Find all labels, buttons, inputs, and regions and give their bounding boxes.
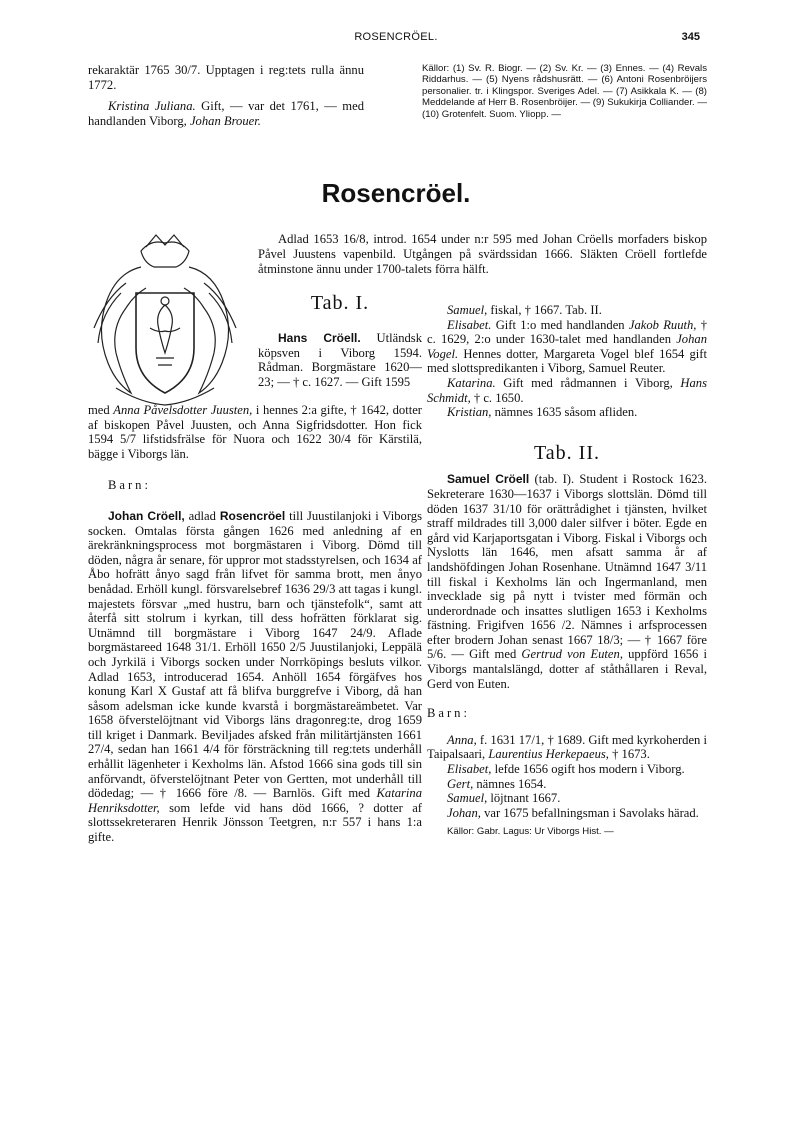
gert-entry <box>427 777 707 792</box>
anna-text-d: † 1673. <box>608 747 650 762</box>
page-header <box>0 31 792 47</box>
samuel2-name: Samuel, <box>447 791 488 806</box>
samuel-name: Samuel, <box>447 303 488 317</box>
hans-text-b: med <box>88 403 114 417</box>
previous-sources: Källor: (1) Sv. R. Biogr. — (2) Sv. Kr. — (3) Ennes. — (4) Revals Riddarhus. — (5) Nyens rådshusrätt. — (6) Antoni Rosenbröijers personalier. tr. i Klingspor. Sveriges Adel. — (7) Asikkala K. — (8) Meddelande af Herr B. Rosenbröijer. — (9) Sukukirja Colliander. — (10) Grotenfelt. Suom. Yliopp. — <box>422 63 707 120</box>
anna-entry <box>427 733 707 762</box>
anna-name: Anna, <box>447 732 477 747</box>
gert-name: Gert, <box>447 776 474 791</box>
hans-entry-top <box>258 331 422 389</box>
elisabet-text-b: Gift 1:o med handlanden <box>491 317 629 332</box>
tab2-heading: Tab. II. <box>533 441 601 464</box>
johan-wife: Katarina Henriksdotter, <box>88 786 422 815</box>
johan2-entry <box>427 806 707 821</box>
elisabet2-name: Elisabet, <box>447 762 492 777</box>
samuel-croell-name: Samuel Cröell <box>447 472 530 487</box>
hans-text-c: i hennes 2:a gifte, † 1642, dotter af biskopen Påvel Juusten, och Anna Sigfridsdotter. Hon fick 1594 5/7 lifstidsfrälse för Nuora och 1622 30/4 för Kärstilä, bägge i Viborgs län. <box>88 403 422 461</box>
johan-entry <box>88 509 422 845</box>
anna-text-b: f. 1631 17/1, † 1689. Gift med kyrkoherden i Taipalsaari, <box>427 732 707 762</box>
family-intro <box>258 232 707 277</box>
gert-text: nämnes 1654. <box>473 776 547 791</box>
johan-text-c: till Juustilanjoki i Viborgs socken. Omtalas första gången 1626 med anledning af en ärekränkningsprocess mot borgmästaren i Viborg. Dömd till döden, några år senare, för uppror mot stadsstyrelsen, och 1634 af Åbo hofrätt ånyo sagd från lifvet för samma brott, men ånyo benådad. Erhöll kungl. försvarelsebref 1636 29/3 att tagas i kungl. majestets försvar „med hustru, barn och tjänstefolk“, samt att återfå sitt stolrum i kyrkan, till dess hofrätten förklarat sig. Utnämnd till borgmästare i Viborg 1647 24/9. Aflade borgmästareed 1648 31/1. Erhöll 1650 2/5 Juustilanjoki, Leppälä och Jyrkilä i Viborgs socken under Norrköpings besluts vilkor. Adlad 1653, introducerad 1654. Anhöll 1654 förgäfves hos konung Karl X Gustaf att få blifva burggrefve i Viborg, då han såsom adelsman icke kunde kvarstå i borgmästareämbetet. Var 1658 öfverstelöjtnant vid Viborgs läns dragonreg:te, drog 1659 till kriget i Danmark. Beviljades afsked från militärtjänsten 1661 27/4, sedan han 1661 4/4 för försträckning till reg:tets underhåll erhållit lägenheter i Kexholms län. Afstod 1666 sina gods till sin anförvandt, öfverstelöjtnant Peter von Gertten, mot underhåll till dödedag; — † 1666 före /8. — Barnlös. Gift med <box>88 508 422 801</box>
johan2-name: Johan, <box>447 805 481 820</box>
intro-text: Adlad 1653 16/8, introd. 1654 under n:r 595 med Johan Cröells morfaders biskop Påvel Juustens vapenbild. Utgången på svärdssidan 1666. Släkten Cröell fortlefde åtminstone ännu under 1700-talets förra hälft. <box>258 232 707 276</box>
katarina-text-b: Gift med rådmannen i Viborg, <box>495 375 681 390</box>
elisabet-name: Elisabet. <box>447 317 492 332</box>
samuel-croell-entry <box>427 472 707 691</box>
katarina-text-d: † c. 1650. <box>470 390 524 405</box>
katarina-entry <box>427 376 707 405</box>
johan-name: Johan Cröell, <box>108 508 185 523</box>
elisabet2-text: lefde 1656 ogift hos modern i Viborg. <box>491 762 685 777</box>
kristina-text: Gift, — var det 1761, — med handlanden Viborg, <box>88 99 364 128</box>
kristian-text: nämnes 1635 såsom afliden. <box>491 405 638 420</box>
elisabet-text-d: † c. 1629, 2:o under 1630-talet med handlanden <box>427 317 708 347</box>
elisabet-text-f: Hennes dotter, Margareta Vogel blef 1654 gift med slottspredikanten i Viborg, Samuel Reuter. <box>427 346 707 376</box>
tab1-heading-block <box>258 292 422 321</box>
elisabet-entry <box>427 318 707 376</box>
tab1-column <box>88 403 422 845</box>
kristina-entry <box>88 99 364 128</box>
kristina-name: Kristina Juliana. <box>108 99 196 114</box>
johan-text-a: adlad <box>184 508 220 523</box>
samuel-croell-wife: Gertrud von Euten, <box>521 647 623 662</box>
hans-wife: Anna Påvelsdotter Juusten, <box>113 403 253 417</box>
samuel-croell-text-a: (tab. I). Student i Rostock 1623. Sekreterare 1630—1637 i Viborgs slottslän. Dömd till döden 1637 31/10 för orättrådighet i tjänsten, hvilket straff mildrades till 3,000 daler silfver i böter. Egde en gård vid Karjaportsgatan i Viborg. Fiskal i Viborgs och Nyslotts län 1646, men afsatt samma år af landshöfdingen Johan Rosenhane. Utnämnd 1647 3/11 till fiskal i Kexholms län och Ingermanland, men invecklade sig på nytt i tvister med förmän och underordnade och insattes slutligen 1653 i Kexholms fästning. Frigifven 1656 /2. Nämnes i arfsprocessen efter brodern Johan senast 1667 18/3; — † 1667 före 5/6. — Gift med <box>427 472 707 662</box>
elisabet-spouse2: Johan Vogel. <box>427 332 707 361</box>
kristian-entry <box>427 405 707 420</box>
johan-ennobled-name: Rosencröel <box>219 508 286 523</box>
samuel-entry <box>427 303 707 318</box>
elisabet2-entry <box>427 762 707 777</box>
hans-name: Hans Cröell. <box>278 331 361 345</box>
page-number: 345 <box>681 31 700 43</box>
anna-spouse: Laurentius Herkepaeus, <box>488 747 609 762</box>
top-left-column <box>88 63 364 128</box>
katarina-spouse: Hans Schmidt, <box>427 375 707 405</box>
samuel-text: fiskal, † 1667. Tab. II. <box>487 303 602 317</box>
hans-text-a: Utländsk köpsven i Viborg 1594. Rådman. Borgmästare 1620—23; — † c. 1627. — Gift 1595 <box>258 331 422 389</box>
kristian-name: Kristian, <box>447 405 492 420</box>
family-title: Rosencröel. <box>321 178 471 208</box>
samuel2-entry <box>427 791 707 806</box>
hans-text-top <box>258 331 422 389</box>
coat-of-arms-image <box>86 233 244 408</box>
tab2-sources: Källor: Gabr. Lagus: Ur Viborgs Hist. — <box>447 826 614 838</box>
kristina-spouse: Johan Brouer. <box>189 113 261 128</box>
running-title: ROSENCRÖEL. <box>354 31 438 43</box>
samuel2-text: löjtnant 1667. <box>487 791 561 806</box>
tab1-heading: Tab. I. <box>310 292 370 314</box>
johan2-text: var 1675 befallningsman i Savolaks härad. <box>480 805 699 820</box>
hans-text-bottom <box>88 403 422 461</box>
johan-text-d: som lefde vid hans död 1666, ? dotter af slottssekreteraren Henrik Jönsson Teetgren, n:r 557 i hans 1:a gifte. <box>88 800 422 845</box>
samuel-croell-text-b: uppförd 1656 i Viborgs mantalslängd, dotter af ståthållaren i Reval, Gerd von Euten. <box>427 647 707 691</box>
right-column <box>427 303 707 838</box>
previous-entry-end: rekaraktär 1765 30/7. Upptagen i reg:tets rulla ännu 1772. <box>88 63 364 92</box>
katarina-name: Katarina. <box>447 375 496 390</box>
tab1-barn-label: Barn: <box>108 478 151 493</box>
tab2-barn-label: Barn: <box>427 706 470 721</box>
elisabet-spouse1: Jakob Ruuth, <box>628 317 697 332</box>
